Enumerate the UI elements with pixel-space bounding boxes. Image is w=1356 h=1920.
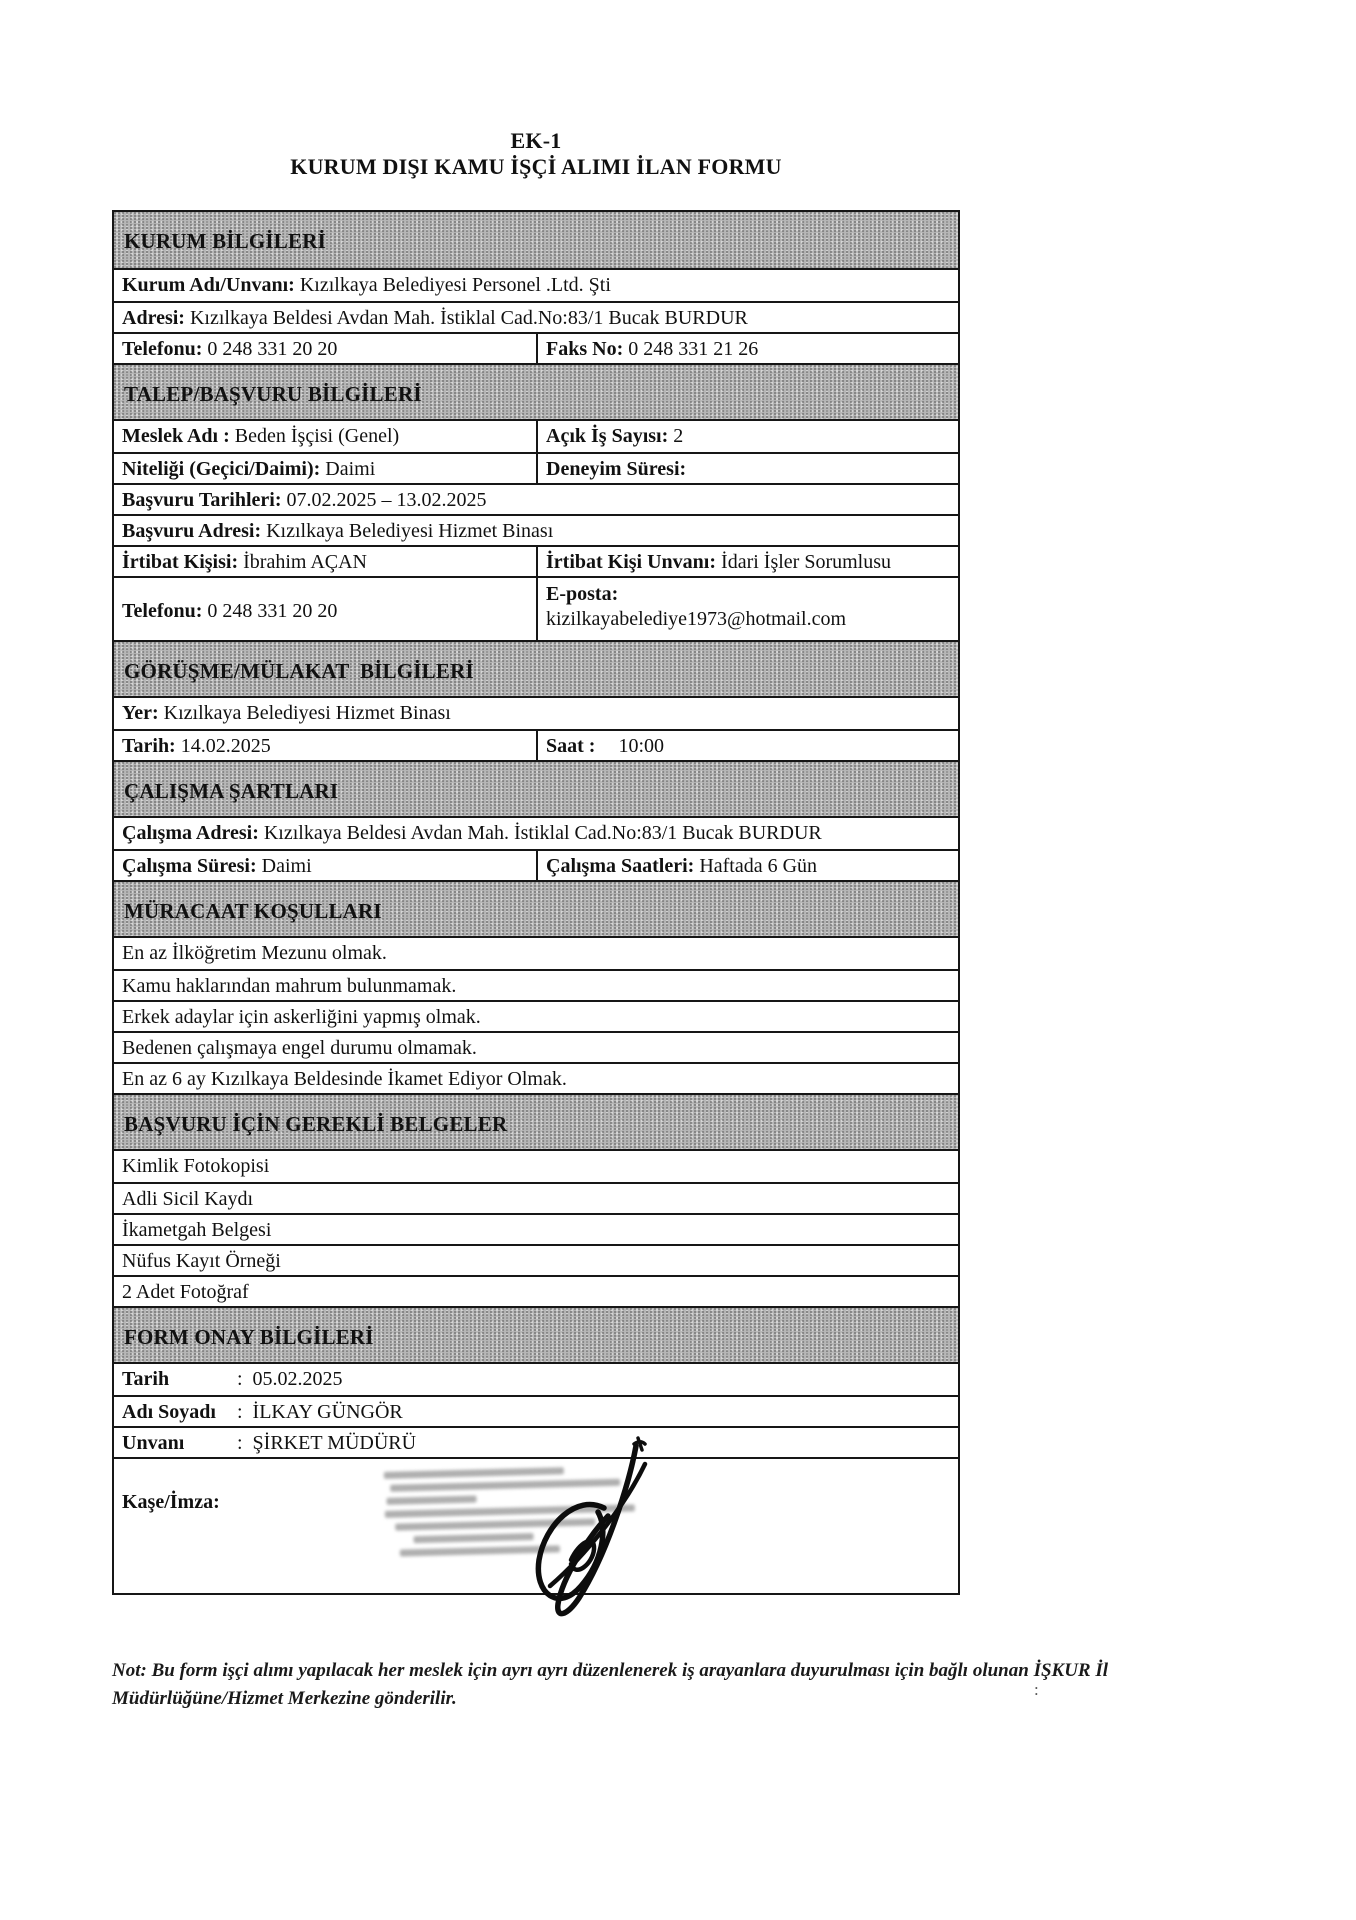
telefonu2-label: Telefonu: xyxy=(122,599,203,622)
row-telefon-faks xyxy=(114,332,958,363)
kurum-adi-label: Kurum Adı/Unvanı: xyxy=(122,274,295,296)
section-header-gorusme-mulakat: GÖRÜŞME/MÜLAKAT BİLGİLERİ xyxy=(114,640,958,698)
cell-meslek-adi xyxy=(114,421,536,452)
onay-adsoyad-label: Adı Soyadı xyxy=(122,1401,216,1423)
section-header-talep-basvuru: TALEP/BAŞVURU BİLGİLERİ xyxy=(114,363,958,421)
onay-tarih-label: Tarih xyxy=(122,1368,170,1390)
gorusme-tarih-label: Tarih: xyxy=(122,735,176,757)
form-table xyxy=(112,210,960,1595)
muracaat-item: Bedenen çalışmaya engel durumu olmamak. xyxy=(114,1031,958,1062)
faks-label: Faks No: xyxy=(546,338,624,360)
document-title-block xyxy=(112,128,960,180)
niteligi-value: Daimi xyxy=(325,458,376,480)
telefonu-value: 0 248 331 20 20 xyxy=(207,338,338,360)
stamp-line xyxy=(395,1518,595,1530)
section-header-calisma-sartlari: ÇALIŞMA ŞARTLARI xyxy=(114,760,958,818)
row-calisma-sure-saat xyxy=(114,849,958,880)
section-header-kurum-bilgileri: KURUM BİLGİLERİ xyxy=(114,212,958,270)
cell-faks xyxy=(536,334,958,363)
meslek-adi-label: Meslek Adı : xyxy=(122,425,230,447)
basvuru-tarihleri-value: 07.02.2025 – 13.02.2025 xyxy=(286,489,487,511)
calisma-suresi-value: Daimi xyxy=(261,855,312,877)
gorusme-saat-label: Saat : xyxy=(546,735,596,757)
belge-item: Kimlik Fotokopisi xyxy=(114,1151,958,1182)
onay-adsoyad-value: : İLKAY GÜNGÖR xyxy=(237,1401,403,1423)
row-calisma-adresi xyxy=(114,818,958,849)
gorusme-tarih-value: 14.02.2025 xyxy=(180,735,271,757)
row-nitelik-deneyim xyxy=(114,452,958,483)
eposta-value: kizilkayabelediye1973@hotmail.com xyxy=(546,608,846,630)
muracaat-item: En az İlköğretim Mezunu olmak. xyxy=(114,938,958,969)
basvuru-adresi-label: Başvuru Adresi: xyxy=(122,520,262,542)
section-header-muracaat-kosullari: MÜRACAAT KOŞULLARI xyxy=(114,880,958,938)
row-onay-unvan xyxy=(114,1426,958,1457)
acik-is-label: Açık İş Sayısı: xyxy=(546,425,669,447)
row-onay-tarih xyxy=(114,1364,958,1395)
calisma-suresi-label: Çalışma Süresi: xyxy=(122,855,257,877)
calisma-adresi-label: Çalışma Adresi: xyxy=(122,822,259,844)
stamp-line xyxy=(386,1496,476,1505)
kurum-adi-value: Kızılkaya Belediyesi Personel .Ltd. Şti xyxy=(299,274,611,296)
cell-niteligi xyxy=(114,454,536,483)
cell-irtibat-unvani xyxy=(536,547,958,576)
row-kurum-adi xyxy=(114,270,958,301)
yer-label: Yer: xyxy=(122,702,159,724)
belge-item: Adli Sicil Kaydı xyxy=(114,1182,958,1213)
belge-item: 2 Adet Fotoğraf xyxy=(114,1275,958,1306)
irtibat-kisisi-label: İrtibat Kişisi: xyxy=(122,551,239,573)
cell-calisma-suresi xyxy=(114,851,536,880)
cell-irtibat-kisisi xyxy=(114,547,536,576)
row-yer xyxy=(114,698,958,729)
onay-tarih-value: : 05.02.2025 xyxy=(237,1368,343,1390)
stamp-line xyxy=(390,1479,620,1492)
row-onay-adsoyad xyxy=(114,1395,958,1426)
stamp-line xyxy=(413,1533,533,1543)
muracaat-item: En az 6 ay Kızılkaya Beldesinde İkamet Ediyor Olmak. xyxy=(114,1062,958,1093)
onay-unvan-label: Unvanı xyxy=(122,1432,185,1454)
annex-label: EK-1 xyxy=(510,128,562,153)
row-meslek-acikis xyxy=(114,421,958,452)
footer-note xyxy=(112,1657,1252,1713)
onay-unvan-value: : ŞİRKET MÜDÜRÜ xyxy=(237,1432,417,1454)
cell-gorusme-tarih xyxy=(114,731,536,760)
adresi-value: Kızılkaya Beldesi Avdan Mah. İstiklal Cad.No:83/1 Bucak BURDUR xyxy=(189,307,748,329)
gorusme-saat-value: 10:00 xyxy=(618,735,665,757)
row-irtibat xyxy=(114,545,958,576)
calisma-saatleri-label: Çalışma Saatleri: xyxy=(546,855,695,877)
cell-acik-is-sayisi xyxy=(536,421,958,452)
section-header-form-onay: FORM ONAY BİLGİLERİ xyxy=(114,1306,958,1364)
cell-deneyim-suresi xyxy=(536,454,958,483)
calisma-saatleri-value: Haftada 6 Gün xyxy=(699,855,818,877)
stamp-line xyxy=(400,1545,560,1556)
note-text: Bu form işçi alımı yapılacak her meslek için ayrı ayrı düzenlenerek iş arayanlara duyurulması için bağlı olunan İŞKUR İl Müdürlüğüne/Hizmet Merkezine gönderilir. xyxy=(112,1660,1109,1709)
stamp-line xyxy=(384,1467,564,1479)
irtibat-unvani-label: İrtibat Kişi Unvanı: xyxy=(546,551,717,573)
basvuru-tarihleri-label: Başvuru Tarihleri: xyxy=(122,489,282,511)
row-telefon-eposta xyxy=(114,576,958,640)
row-tarih-saat xyxy=(114,729,958,760)
cell-calisma-saatleri xyxy=(536,851,958,880)
stamp-line xyxy=(385,1504,635,1518)
telefonu2-value: 0 248 331 20 20 xyxy=(207,599,338,622)
belge-item: İkametgah Belgesi xyxy=(114,1213,958,1244)
muracaat-item: Kamu haklarından mahrum bulunmamak. xyxy=(114,969,958,1000)
meslek-adi-value: Beden İşçisi (Genel) xyxy=(234,425,400,447)
cell-eposta xyxy=(536,578,958,640)
irtibat-kisisi-value: İbrahim AÇAN xyxy=(243,551,368,573)
faks-value: 0 248 331 21 26 xyxy=(628,338,759,360)
kase-imza-label: Kaşe/İmza: xyxy=(122,1491,220,1513)
row-basvuru-adresi xyxy=(114,514,958,545)
yer-value: Kızılkaya Belediyesi Hizmet Binası xyxy=(163,702,451,724)
form-title: KURUM DIŞI KAMU İŞÇİ ALIMI İLAN FORMU xyxy=(290,154,782,179)
scan-artifact: : xyxy=(1034,1680,1039,1699)
adresi-label: Adresi: xyxy=(122,307,185,329)
row-basvuru-tarihleri xyxy=(114,483,958,514)
niteligi-label: Niteliği (Geçici/Daimi): xyxy=(122,458,321,480)
belge-item: Nüfus Kayıt Örneği xyxy=(114,1244,958,1275)
irtibat-unvani-value: İdari İşler Sorumlusu xyxy=(721,551,892,573)
basvuru-adresi-value: Kızılkaya Belediyesi Hizmet Binası xyxy=(266,520,554,542)
telefonu-label: Telefonu: xyxy=(122,338,203,360)
section-header-gerekli-belgeler: BAŞVURU İÇİN GEREKLİ BELGELER xyxy=(114,1093,958,1151)
acik-is-value: 2 xyxy=(673,425,684,447)
cell-telefonu xyxy=(114,334,536,363)
eposta-label: E-posta: xyxy=(546,583,619,605)
row-adresi xyxy=(114,301,958,332)
company-stamp xyxy=(384,1458,687,1574)
calisma-adresi-value: Kızılkaya Beldesi Avdan Mah. İstiklal Cad.No:83/1 Bucak BURDUR xyxy=(263,822,822,844)
deneyim-label: Deneyim Süresi: xyxy=(546,458,687,480)
note-label: Not: xyxy=(112,1660,147,1681)
cell-gorusme-saat xyxy=(536,731,958,760)
cell-telefonu-2 xyxy=(114,578,536,640)
muracaat-item: Erkek adaylar için askerliğini yapmış olmak. xyxy=(114,1000,958,1031)
